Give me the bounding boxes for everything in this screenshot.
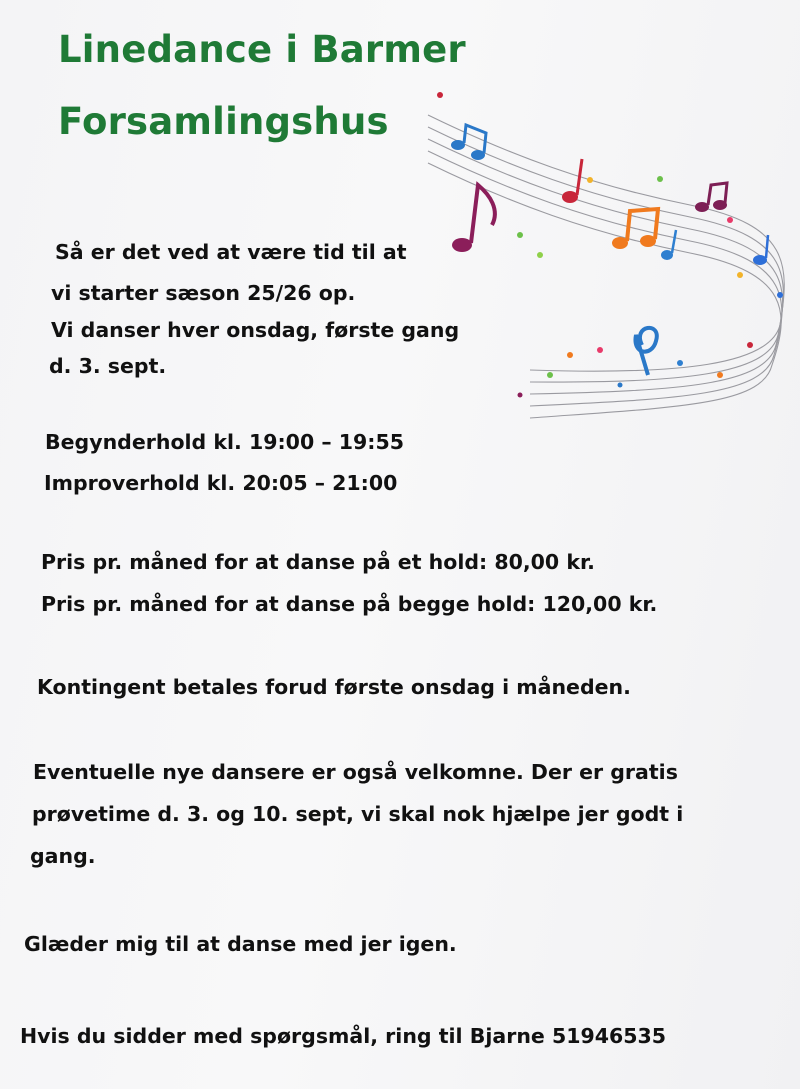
- price-one-team: Pris pr. måned for at danse på et hold: 80,00 kr.: [41, 550, 595, 574]
- schedule-beginner: Begynderhold kl. 19:00 – 19:55: [45, 430, 404, 454]
- page-title-line-1: Linedance i Barmer: [58, 28, 466, 71]
- newcomers-line-1: Eventuelle nye dansere er også velkomne. Der er gratis: [33, 760, 678, 784]
- intro-line-4: d. 3. sept.: [49, 354, 167, 378]
- intro-line-2: vi starter sæson 25/26 op.: [51, 281, 356, 305]
- schedule-improver: Improverhold kl. 20:05 – 21:00: [44, 471, 398, 495]
- page-title-line-2: Forsamlingshus: [58, 100, 389, 143]
- closing-line: Glæder mig til at danse med jer igen.: [24, 932, 457, 956]
- payment-note: Kontingent betales forud første onsdag i måneden.: [37, 675, 631, 699]
- music-notes-icon: [420, 85, 800, 445]
- newcomers-line-3: gang.: [30, 844, 96, 868]
- intro-line-3: Vi danser hver onsdag, første gang: [51, 318, 460, 342]
- newcomers-line-2: prøvetime d. 3. og 10. sept, vi skal nok hjælpe jer godt i: [32, 802, 684, 826]
- intro-line-1: Så er det ved at være tid til at: [55, 240, 407, 264]
- price-both-teams: Pris pr. måned for at danse på begge hold: 120,00 kr.: [41, 592, 658, 616]
- contact-line: Hvis du sidder med spørgsmål, ring til Bjarne 51946535: [20, 1024, 667, 1048]
